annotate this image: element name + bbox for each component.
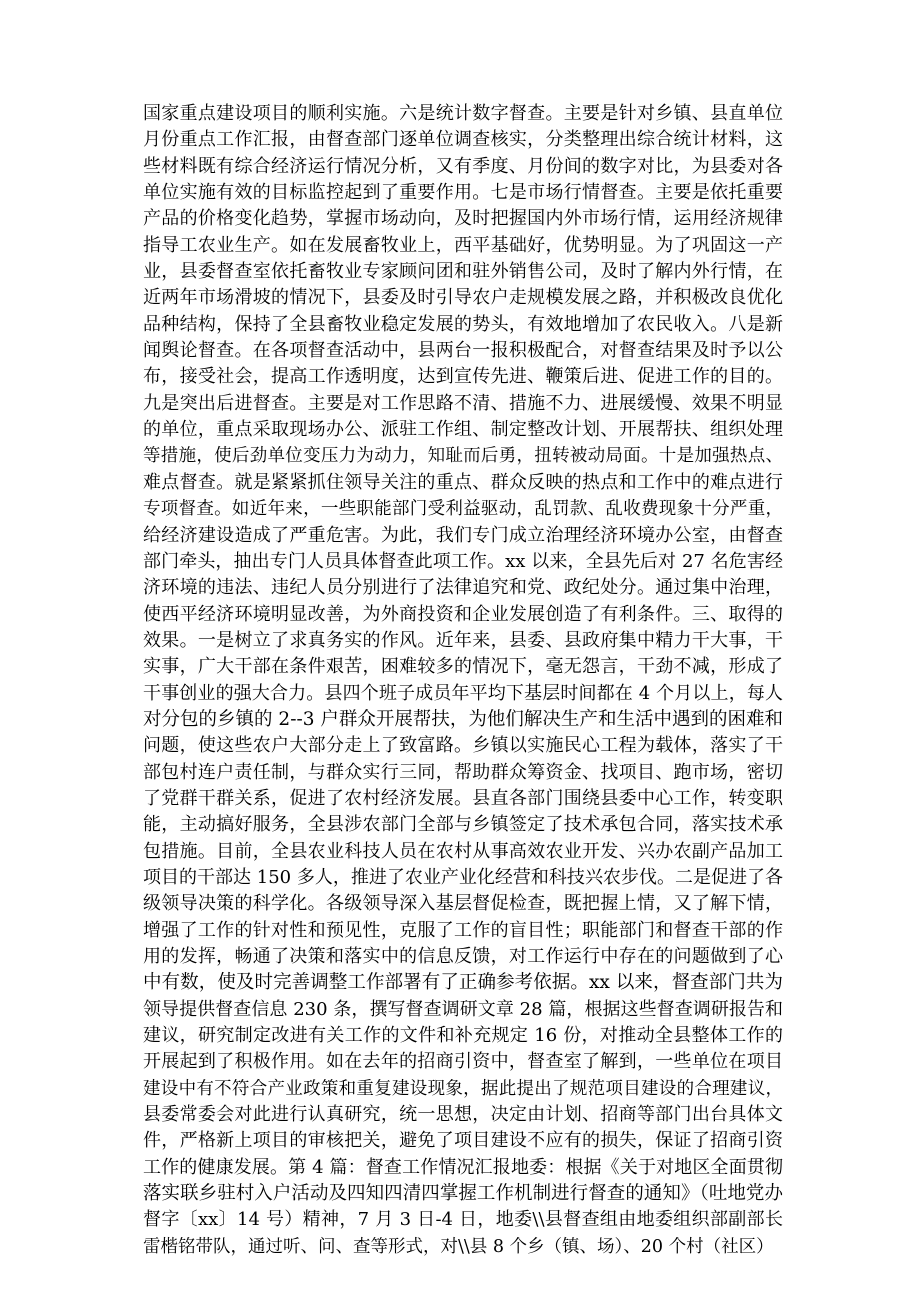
text-line: 问题，使这些农户大部分走上了致富路。乡镇以实施民心工程为载体，落实了干 [143,735,783,757]
text-line: 建设中有不符合产业政策和重复建设现象，据此提出了规范项目建设的合理建议， [143,1078,783,1099]
text-line: 九是突出后进督查。主要是对工作思路不清、措施不力、进展缓慢、效果不明显 [143,392,783,414]
text-line: 项目的干部达 150 多人，推进了农业产业化经营和科技兴农步伐。二是促进了各 [143,866,783,888]
text-line: 级领导决策的科学化。各级领导深入基层督促检查，既把握上情，又了解下情， [143,893,783,915]
text-line: 了党群干群关系，促进了农村经济发展。县直各部门围绕县委中心工作，转变职 [143,787,783,809]
text-line: 件，严格新上项目的审核把关，避免了项目建设不应有的损失，保证了招商引资 [143,1130,783,1152]
text-line: 部门牵头，抽出专门人员具体督查此项工作。xx 以来，全县先后对 27 名危害经 [143,550,783,572]
text-line: 产品的价格变化趋势，掌握市场动向，及时把握国内外市场行情，运用经济规律 [143,208,783,230]
text-line: 能，主动搞好服务，全县涉农部门全部与乡镇签定了技术承包合同，落实技术承 [143,814,783,836]
text-line: 品种结构，保持了全县畜牧业稳定发展的势头，有效地增加了农民收入。八是新 [143,313,783,335]
text-line: 指导工农业生产。如在发展畜牧业上，西平基础好，优势明显。为了巩固这一产 [143,234,783,256]
text-line: 国家重点建设项目的顺利实施。六是统计数字督查。主要是针对乡镇、县直单位 [143,103,783,124]
text-line: 包措施。目前，全县农业科技人员在农村从事高效农业开发、兴办农副产品加工 [143,840,783,862]
text-line: 等措施，使后劲单位变压力为动力，知耻而后勇，扭转被动局面。十是加强热点、 [143,446,783,467]
text-line: 干事创业的强大合力。县四个班子成员年平均下基层时间都在 4 个月以上，每人 [143,682,783,704]
text-line: 近两年市场滑坡的情况下，县委及时引导农户走规模发展之路，并积极改良优化 [143,287,783,309]
text-line: 月份重点工作汇报，由督查部门逐单位调查核实，分类整理出综合统计材料，这 [143,129,783,151]
text-line: 闻舆论督查。在各项督查活动中，县两台一报积极配合，对督查结果及时予以公 [143,340,783,362]
text-line: 部包村连户责任制，与群众实行三同，帮助群众筹资金、找项目、跑市场，密切 [143,761,783,783]
text-line: 难点督查。就是紧紧抓住领导关注的重点、群众反映的热点和工作中的难点进行 [143,471,783,493]
text-line: 工作的健康发展。第 4 篇：督查工作情况汇报地委：根据《关于对地区全面贯彻 [143,1156,783,1178]
text-line: 些材料既有综合经济运行情况分析，又有季度、月份间的数字对比，为县委对各 [143,155,783,177]
text-line: 济环境的违法、违纪人员分别进行了法律追究和党、政纪处分。通过集中治理， [143,577,783,599]
text-line: 中有数，使及时完善调整工作部署有了正确参考依据。xx 以来，督查部门共为 [143,972,783,994]
text-line: 给经济建设造成了严重危害。为此，我们专门成立治理经济环境办公室，由督查 [143,524,783,546]
text-line: 单位实施有效的目标监控起到了重要作用。七是市场行情督查。主要是依托重要 [143,182,783,204]
text-line: 专项督查。如近年来，一些职能部门受利益驱动，乱罚款、乱收费现象十分严重， [143,499,783,520]
text-line: 业，县委督查室依托畜牧业专家顾问团和驻外销售公司，及时了解内外行情，在 [143,261,783,283]
text-line: 使西平经济环境明显改善，为外商投资和企业发展创造了有利条件。三、取得的 [143,603,783,625]
text-line: 实事，广大干部在条件艰苦，困难较多的情况下，毫无怨言，干劲不减，形成了 [143,656,783,678]
text-line: 效果。一是树立了求真务实的作风。近年来，县委、县政府集中精力干大事，干 [143,629,783,651]
text-line: 雷楷铭带队，通过听、问、查等形式，对\\县 8 个乡（镇、场）、20 个村（社区） [143,1236,774,1257]
body-text [143,101,783,1260]
text-line: 用的发挥，畅通了决策和落实中的信息反馈，对工作运行中存在的问题做到了心 [143,946,783,967]
text-line: 增强了工作的针对性和预见性，克服了工作的盲目性；职能部门和督查干部的作 [143,919,783,941]
text-line: 开展起到了积极作用。如在去年的招商引资中，督查室了解到，一些单位在项目 [143,1051,783,1073]
text-line: 落实联乡驻村入户活动及四知四清四掌握工作机制进行督查的通知》（吐地党办 [143,1183,783,1205]
text-line: 县委常委会对此进行认真研究，统一思想，决定由计划、招商等部门出台具体文 [143,1104,783,1126]
text-line: 领导提供督查信息 230 条，撰写督查调研文章 28 篇，根据这些督查调研报告和 [143,998,783,1020]
text-line: 的单位，重点采取现场办公、派驻工作组、制定整改计划、开展帮扶、组织处理 [143,419,783,441]
text-line: 督字〔xx〕14 号）精神，7 月 3 日-4 日，地委\\县督查组由地委组织部副部长 [143,1209,783,1231]
text-line: 对分包的乡镇的 2--3 户群众开展帮扶，为他们解决生产和生活中遇到的困难和 [143,708,783,730]
text-line: 建议，研究制定改进有关工作的文件和补充规定 16 份，对推动全县整体工作的 [143,1025,783,1047]
text-line: 布，接受社会，提高工作透明度，达到宣传先进、鞭策后进、促进工作的目的。 [143,366,783,388]
